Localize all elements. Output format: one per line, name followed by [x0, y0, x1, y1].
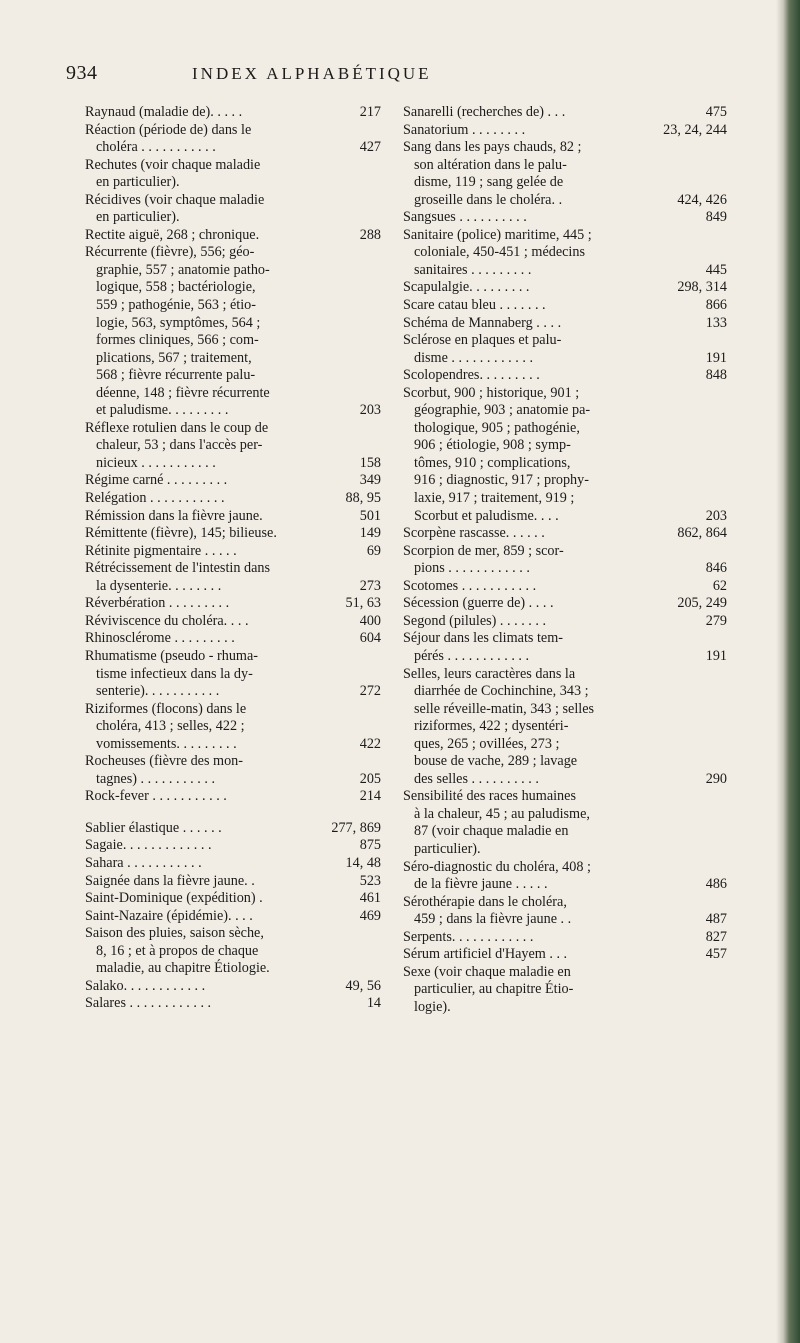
index-entry: [403, 209, 727, 227]
index-entry: [85, 630, 381, 648]
entry-page-ref: 298, 314: [677, 279, 727, 296]
entry-text-line: Serpents. . . . . . . . . . . .: [403, 928, 534, 945]
index-entry: [403, 859, 727, 894]
index-entry: [403, 964, 727, 1017]
entry-text-line: Selles, leurs caractères dans la: [403, 665, 576, 682]
entry-page-ref: 501: [359, 507, 381, 524]
index-entry: [85, 648, 381, 701]
index-entry: [403, 630, 727, 665]
index-column-left: [85, 104, 381, 1013]
entry-page-ref: 158: [359, 454, 381, 471]
index-entry: [403, 666, 727, 789]
entry-text-line: tômes, 910 ; complications,: [414, 454, 571, 471]
entry-text-line: la dysenterie. . . . . . . .: [96, 577, 222, 594]
entry-text-line: vomissements. . . . . . . . .: [96, 735, 237, 752]
entry-text-line: Régime carné . . . . . . . . .: [85, 472, 228, 489]
entry-page-ref: 862, 864: [677, 525, 727, 542]
running-title: INDEX ALPHABÉTIQUE: [192, 64, 432, 83]
entry-text-line: Saint-Dominique (expédition) .: [85, 890, 263, 907]
entry-page-ref: 487: [705, 911, 727, 928]
index-entry: [403, 279, 727, 297]
entry-text-line: sanitaires . . . . . . . . .: [414, 261, 532, 278]
entry-page-ref: 49, 56: [345, 977, 381, 994]
entry-text-line: Scorpène rascasse. . . . . .: [403, 525, 545, 542]
entry-page-ref: 290: [705, 770, 727, 787]
entry-text-line: maladie, au chapitre Étiologie.: [96, 960, 270, 977]
entry-text-line: Sagaie. . . . . . . . . . . . .: [85, 837, 212, 854]
entry-text-line: Séro-diagnostic du choléra, 408 ;: [403, 858, 591, 875]
entry-page-ref: 445: [705, 261, 727, 278]
entry-text-line: des selles . . . . . . . . . .: [414, 770, 539, 787]
entry-page-ref: 51, 63: [345, 595, 381, 612]
entry-text-line: Réverbération . . . . . . . . .: [85, 595, 230, 612]
entry-text-line: Réflexe rotulien dans le coup de: [85, 419, 269, 436]
entry-text-line: selle réveille-matin, 343 ; selles: [414, 700, 595, 717]
entry-page-ref: 846: [705, 560, 727, 577]
index-entry: [403, 595, 727, 613]
entry-text-line: 568 ; fièvre récurrente palu-: [96, 367, 256, 384]
entry-text-line: formes cliniques, 566 ; com-: [96, 332, 259, 349]
entry-text-line: Scorpion de mer, 859 ; scor-: [403, 542, 564, 559]
index-entry: [85, 244, 381, 419]
entry-text-line: Riziformes (flocons) dans le: [85, 700, 247, 717]
index-entry: [85, 543, 381, 561]
entry-text-line: logique, 558 ; bactériologie,: [96, 279, 256, 296]
entry-page-ref: 469: [359, 907, 381, 924]
entry-text-line: disme . . . . . . . . . . . .: [414, 349, 534, 366]
entry-page-ref: 203: [705, 507, 727, 524]
entry-text-line: Scare catau bleu . . . . . . .: [403, 297, 546, 314]
entry-page-ref: 523: [359, 872, 381, 889]
entry-text-line: Sérum artificiel d'Hayem . . .: [403, 946, 568, 963]
entry-text-line: Saison des pluies, saison sèche,: [85, 925, 264, 942]
entry-page-ref: 88, 95: [345, 490, 381, 507]
index-entry: [85, 525, 381, 543]
page-header: [66, 62, 586, 92]
section-gap: [85, 806, 381, 820]
entry-text-line: en particulier).: [96, 174, 180, 191]
entry-page-ref: 205: [359, 770, 381, 787]
entry-text-line: de la fièvre jaune . . . . .: [414, 876, 548, 893]
entry-text-line: particulier, au chapitre Étio-: [414, 981, 574, 998]
entry-text-line: Sécession (guerre de) . . . .: [403, 595, 554, 612]
entry-text-line: Scorbut et paludisme. . . .: [414, 507, 559, 524]
index-entry: [403, 894, 727, 929]
index-entry: [403, 929, 727, 947]
index-entry: [85, 227, 381, 245]
entry-text-line: tagnes) . . . . . . . . . . .: [96, 770, 216, 787]
entry-page-ref: 149: [359, 525, 381, 542]
entry-text-line: Sang dans les pays chauds, 82 ;: [403, 139, 582, 156]
entry-text-line: Saignée dans la fièvre jaune. .: [85, 872, 255, 889]
entry-text-line: Sensibilité des races humaines: [403, 788, 576, 805]
index-entry: [85, 490, 381, 508]
entry-text-line: Relégation . . . . . . . . . . .: [85, 490, 225, 507]
entry-text-line: logie, 563, symptômes, 564 ;: [96, 314, 261, 331]
index-entry: [85, 890, 381, 908]
entry-text-line: 8, 16 ; et à propos de chaque: [96, 942, 259, 959]
entry-text-line: Rémission dans la fièvre jaune.: [85, 507, 263, 524]
entry-text-line: déenne, 148 ; fièvre récurrente: [96, 384, 270, 401]
index-entry: [403, 297, 727, 315]
entry-text-line: particulier).: [414, 840, 481, 857]
entry-text-line: diarrhée de Cochinchine, 343 ;: [414, 683, 589, 700]
entry-page-ref: 191: [705, 647, 727, 664]
index-entry: [403, 139, 727, 209]
entry-text-line: Sanatorium . . . . . . . .: [403, 121, 526, 138]
entry-text-line: graphie, 557 ; anatomie patho-: [96, 261, 270, 278]
entry-text-line: géographie, 903 ; anatomie pa-: [414, 402, 591, 419]
entry-text-line: Sanarelli (recherches de) . . .: [403, 104, 566, 120]
entry-text-line: Séjour dans les climats tem-: [403, 630, 563, 647]
entry-page-ref: 604: [359, 630, 381, 647]
entry-page-ref: 133: [705, 314, 727, 331]
index-entry: [85, 753, 381, 788]
entry-page-ref: 191: [705, 349, 727, 366]
entry-text-line: son altération dans le palu-: [414, 156, 567, 173]
entry-text-line: Récurrente (fièvre), 556; géo-: [85, 244, 255, 261]
entry-text-line: 916 ; diagnostic, 917 ; prophy-: [414, 472, 589, 489]
index-entry: [85, 472, 381, 490]
index-entry: [403, 315, 727, 333]
entry-page-ref: 424, 426: [677, 191, 727, 208]
entry-text-line: Sclérose en plaques et palu-: [403, 332, 562, 349]
entry-text-line: logie).: [414, 998, 451, 1015]
entry-text-line: pions . . . . . . . . . . . .: [414, 560, 530, 577]
entry-text-line: riziformes, 422 ; dysentéri-: [414, 718, 569, 735]
index-entry: [403, 543, 727, 578]
entry-page-ref: 866: [705, 297, 727, 314]
entry-text-line: et paludisme. . . . . . . . .: [96, 402, 229, 419]
index-entry: [403, 367, 727, 385]
entry-page-ref: 14, 48: [345, 854, 381, 871]
index-entry: [403, 332, 727, 367]
index-entry: [85, 855, 381, 873]
index-entry: [403, 613, 727, 631]
entry-text-line: Sanitaire (police) maritime, 445 ;: [403, 226, 592, 243]
index-entry: [85, 104, 381, 122]
entry-page-ref: 486: [705, 876, 727, 893]
entry-text-line: Salares . . . . . . . . . . . .: [85, 995, 212, 1012]
index-entry: [403, 946, 727, 964]
entry-page-ref: 422: [359, 735, 381, 752]
entry-text-line: Réaction (période de) dans le: [85, 121, 252, 138]
entry-page-ref: 288: [359, 226, 381, 243]
entry-text-line: Rocheuses (fièvre des mon-: [85, 753, 243, 770]
entry-page-ref: 217: [359, 104, 381, 120]
index-entry: [85, 560, 381, 595]
entry-page-ref: 461: [359, 890, 381, 907]
entry-page-ref: 400: [359, 612, 381, 629]
index-entry: [403, 788, 727, 858]
entry-text-line: Réviviscence du choléra. . . .: [85, 612, 249, 629]
entry-text-line: groseille dans le choléra. .: [414, 191, 563, 208]
entry-text-line: 906 ; étiologie, 908 ; symp-: [414, 437, 571, 454]
entry-text-line: Scorbut, 900 ; historique, 901 ;: [403, 384, 580, 401]
entry-text-line: à la chaleur, 45 ; au paludisme,: [414, 805, 590, 822]
entry-text-line: 459 ; dans la fièvre jaune . .: [414, 911, 572, 928]
entry-text-line: Rock-fever . . . . . . . . . . .: [85, 788, 227, 805]
index-entry: [85, 701, 381, 754]
entry-text-line: senterie). . . . . . . . . . .: [96, 683, 220, 700]
entry-text-line: bouse de vache, 289 ; lavage: [414, 753, 578, 770]
entry-page-ref: 457: [705, 946, 727, 963]
index-column-right: [403, 104, 727, 1016]
entry-text-line: Rétinite pigmentaire . . . . .: [85, 542, 237, 559]
entry-text-line: Rétrécissement de l'intestin dans: [85, 560, 270, 577]
entry-page-ref: 849: [705, 209, 727, 226]
entry-page-ref: 427: [359, 139, 381, 156]
entry-text-line: thologique, 905 ; pathogénie,: [414, 419, 580, 436]
entry-text-line: 87 (voir chaque maladie en: [414, 823, 569, 840]
entry-text-line: Récidives (voir chaque maladie: [85, 191, 265, 208]
index-entry: [85, 122, 381, 157]
index-entry: [85, 995, 381, 1013]
entry-page-ref: 62: [712, 577, 727, 594]
entry-page-ref: 23, 24, 244: [663, 121, 727, 138]
entry-text-line: Scotomes . . . . . . . . . . .: [403, 577, 537, 594]
entry-text-line: nicieux . . . . . . . . . . .: [96, 454, 216, 471]
entry-text-line: Sablier élastique . . . . . .: [85, 819, 222, 836]
entry-text-line: ques, 265 ; ovillées, 273 ;: [414, 735, 560, 752]
entry-page-ref: 875: [359, 837, 381, 854]
entry-text-line: Saint-Nazaire (épidémie). . . .: [85, 907, 253, 924]
index-entry: [85, 908, 381, 926]
index-entry: [85, 788, 381, 806]
entry-page-ref: 203: [359, 402, 381, 419]
index-entry: [85, 192, 381, 227]
index-entry: [85, 508, 381, 526]
entry-text-line: Sexe (voir chaque maladie en: [403, 963, 571, 980]
index-entry: [85, 925, 381, 978]
index-entry: [85, 157, 381, 192]
entry-text-line: choléra . . . . . . . . . . .: [96, 139, 216, 156]
index-entry: [85, 820, 381, 838]
index-entry: [85, 873, 381, 891]
entry-text-line: tisme infectieux dans la dy-: [96, 665, 253, 682]
entry-page-ref: 277, 869: [331, 819, 381, 836]
index-entry: [85, 837, 381, 855]
entry-text-line: Segond (pilules) . . . . . . .: [403, 612, 547, 629]
entry-text-line: chaleur, 53 ; dans l'accès per-: [96, 437, 263, 454]
entry-text-line: choléra, 413 ; selles, 422 ;: [96, 718, 245, 735]
entry-text-line: Sangsues . . . . . . . . . .: [403, 209, 527, 226]
entry-text-line: 559 ; pathogénie, 563 ; étio-: [96, 297, 256, 314]
entry-page-ref: 205, 249: [677, 595, 727, 612]
entry-text-line: laxie, 917 ; traitement, 919 ;: [414, 490, 575, 507]
entry-text-line: Raynaud (maladie de). . . . .: [85, 104, 243, 120]
index-entry: [403, 104, 727, 122]
entry-text-line: Scapulalgie. . . . . . . . .: [403, 279, 530, 296]
index-entry: [403, 578, 727, 596]
entry-text-line: coloniale, 450-451 ; médecins: [414, 244, 585, 261]
entry-page-ref: 827: [705, 928, 727, 945]
index-entry: [85, 613, 381, 631]
index-entry: [85, 420, 381, 473]
page-number: 934: [66, 62, 98, 84]
entry-text-line: en particulier).: [96, 209, 180, 226]
entry-page-ref: 214: [359, 788, 381, 805]
entry-text-line: Sahara . . . . . . . . . . .: [85, 854, 202, 871]
index-entry: [403, 122, 727, 140]
index-entry: [403, 385, 727, 525]
entry-text-line: Rémittente (fièvre), 145; bilieuse.: [85, 525, 277, 542]
entry-text-line: plications, 567 ; traitement,: [96, 349, 252, 366]
entry-text-line: Rechutes (voir chaque maladie: [85, 156, 261, 173]
entry-text-line: Sérothérapie dans le choléra,: [403, 893, 567, 910]
entry-page-ref: 475: [705, 104, 727, 120]
entry-text-line: Scolopendres. . . . . . . . .: [403, 367, 540, 384]
entry-page-ref: 69: [366, 542, 381, 559]
entry-page-ref: 273: [359, 577, 381, 594]
entry-text-line: Rectite aiguë, 268 ; chronique.: [85, 226, 260, 243]
index-entry: [85, 978, 381, 996]
entry-text-line: Rhinosclérome . . . . . . . . .: [85, 630, 235, 647]
entry-page-ref: 272: [359, 683, 381, 700]
index-entry: [403, 227, 727, 280]
entry-page-ref: 848: [705, 367, 727, 384]
entry-text-line: Salako. . . . . . . . . . . .: [85, 977, 206, 994]
page-edge-binding: [776, 0, 800, 1343]
entry-text-line: disme, 119 ; sang gelée de: [414, 174, 564, 191]
entry-page-ref: 279: [705, 612, 727, 629]
entry-page-ref: 349: [359, 472, 381, 489]
index-entry: [85, 595, 381, 613]
entry-text-line: pérés . . . . . . . . . . . .: [414, 647, 530, 664]
index-entry: [403, 525, 727, 543]
entry-page-ref: 14: [366, 995, 381, 1012]
entry-text-line: Schéma de Mannaberg . . . .: [403, 314, 562, 331]
entry-text-line: Rhumatisme (pseudo - rhuma-: [85, 647, 258, 664]
